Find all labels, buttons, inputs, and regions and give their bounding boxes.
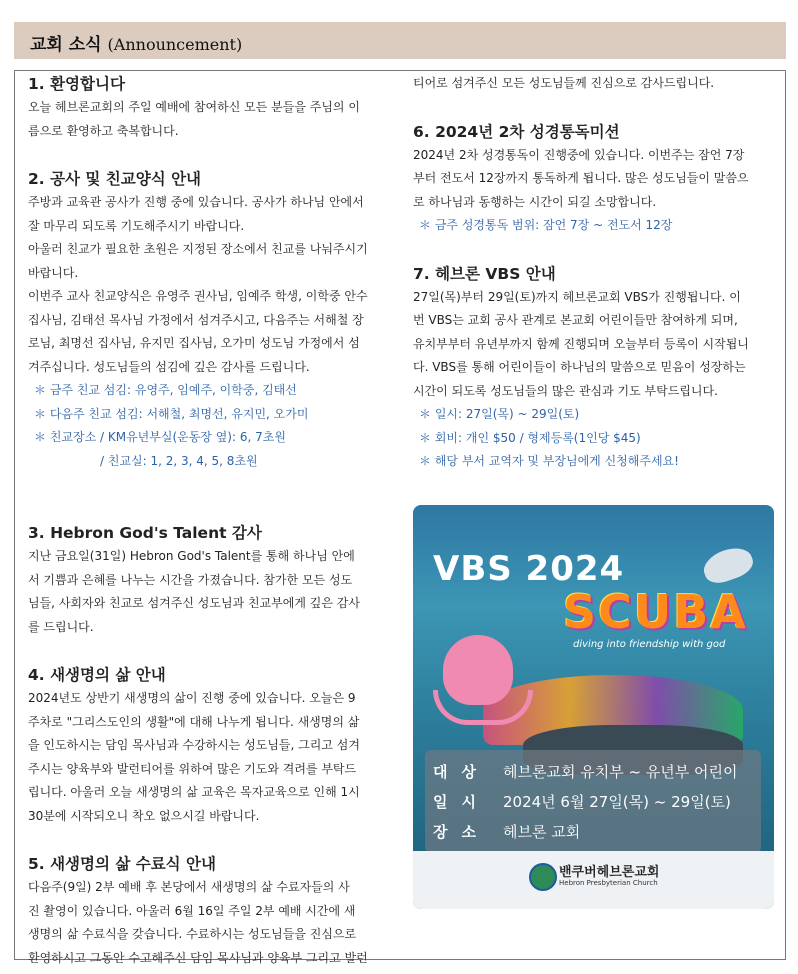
text-line: 서 기쁨과 은혜를 나누는 시간을 가졌습니다. 참가한 모든 성도: [28, 572, 353, 587]
text-line: 부터 전도서 12장까지 통독하게 됩니다. 많은 성도님들이 말씀으: [413, 171, 749, 185]
bullet-item: ＊ 친교장소 / KM유년부실(운동장 옆): 6, 7초원: [34, 430, 286, 444]
info-key: 대상: [433, 763, 490, 781]
text-line: 30분에 시작되오니 착오 없으시길 바랍니다.: [28, 808, 260, 823]
info-row-place: [433, 821, 580, 842]
info-row-target: [433, 761, 738, 782]
text-line: 진 촬영이 있습니다. 아울러 6월 16일 주일 2부 예배 시간에 새: [28, 903, 356, 918]
bullet-item: ＊ 회비: 개인 $50 / 형제등록(1인당 $45): [419, 430, 641, 445]
church-name-english: Hebron Presbyterian Church: [559, 879, 658, 887]
scuba-logo: SCUBA: [563, 585, 748, 639]
info-value: 헤브론교회 유치부 ~ 유년부 어린이: [503, 763, 738, 781]
text-line: 를 드립니다.: [28, 619, 94, 634]
title-korean: 교회 소식: [30, 35, 102, 55]
text-line: 티어로 섬겨주신 모든 성도님들께 진심으로 감사드립니다.: [413, 76, 715, 90]
s7-body: [413, 286, 777, 474]
text-line: 다음주(9일) 2부 예배 후 본당에서 새생명의 삶 수료자들의 사: [28, 880, 350, 894]
text-line: 아울러 친교가 필요한 초원은 지정된 장소에서 친교를 나눠주시기: [28, 242, 368, 256]
s5-heading: 5. 새생명의 삶 수료식 안내: [28, 855, 216, 873]
text-line: 바랍니다.: [28, 265, 79, 280]
text-line: 지난 금요일(31일) Hebron God's Talent를 통해 하나님 안에: [28, 549, 355, 563]
poster-title: VBS 2024: [433, 549, 625, 589]
s6-body: [413, 144, 777, 238]
text-line: 2024년 2차 성경통독이 진행중에 있습니다. 이번주는 잠언 7장: [413, 147, 745, 162]
section-header: [14, 22, 786, 59]
text-line: 잘 마무리 되도록 기도해주시기 바랍니다.: [28, 218, 245, 233]
s7-heading: 7. 헤브론 VBS 안내: [413, 264, 556, 283]
bullet-item: ＊ 해당 부서 교역자 및 부장님에게 신청해주세요!: [419, 454, 679, 468]
text-line: 로님, 최명선 집사님, 유지민 집사님, 오가미 성도님 가정에서 섬: [28, 336, 360, 350]
text-line: 시간이 되도록 성도님들의 많은 관심과 기도 부탁드립니다.: [413, 383, 718, 398]
info-value: 2024년 6월 27일(목) ~ 29일(토): [503, 793, 731, 811]
text-line: 주차로 "그리스도인의 생활"에 대해 나누게 됩니다. 새생명의 삶: [28, 714, 360, 729]
s5-continued: [413, 72, 777, 96]
s1-body: [28, 96, 396, 143]
text-line: 유치부부터 유년부까지 함께 진행되며 오늘부터 등록이 시작됩니: [413, 336, 749, 351]
church-logo-icon: [529, 863, 557, 891]
text-line: 2024년도 상반기 새생명의 삶이 진행 중에 있습니다. 오늘은 9: [28, 691, 356, 705]
s2-heading: 2. 공사 및 친교양식 안내: [28, 170, 202, 188]
s1-heading: 1. 환영합니다: [28, 75, 125, 93]
s6-heading: 6. 2024년 2차 성경통독미션: [413, 122, 620, 141]
text-line: 로 하나님과 동행하는 시간이 되길 소망합니다.: [413, 194, 657, 209]
text-line: 생명의 삶 수료식을 갖습니다. 수료하시는 성도님들을 진심으로: [28, 927, 357, 941]
s4-heading: 4. 새생명의 삶 안내: [28, 666, 166, 684]
bullet-item: ＊ 금주 친교 섬김: 유영주, 임예주, 이학중, 김태선: [34, 383, 297, 397]
right-column: [413, 72, 777, 474]
bullet-item: ＊ 금주 성경통독 범위: 잠언 7장 ~ 전도서 12장: [419, 218, 673, 232]
text-line: 님들, 사회자와 친교로 섬겨주신 성도님과 친교부에게 깊은 감사: [28, 596, 360, 610]
info-key: 일시: [433, 793, 490, 811]
title-english: (Announcement): [107, 35, 243, 54]
s2-body: [28, 191, 396, 473]
s3-body: [28, 545, 396, 639]
vbs-poster: [413, 505, 774, 909]
church-name: 밴쿠버헤브론교회: [559, 865, 660, 880]
text-line: 주시는 양육부와 발런티어를 위하여 많은 기도와 격려를 부탁드: [28, 761, 357, 776]
bullet-item: ＊ 일시: 27일(목) ~ 29일(토): [419, 407, 580, 421]
shark-illustration: [699, 542, 756, 587]
text-line: 이번주 교사 친교양식은 유영주 권사님, 임예주 학생, 이학중 안수: [28, 289, 368, 303]
s4-body: [28, 687, 396, 828]
bullet-item: ＊ 다음주 친교 섬김: 서해철, 최명선, 유지민, 오가미: [34, 406, 309, 421]
text-line: 립니다. 아울러 오늘 새생명의 삶 교육은 목자교육으로 인해 1시: [28, 785, 360, 799]
text-line: 집사님, 김태선 목사님 가정에서 섬겨주시고, 다음주는 서해철 장: [28, 312, 364, 327]
info-value: 헤브론 교회: [503, 823, 581, 841]
text-line: 환영하시고 그동안 수고해주신 담임 목사님과 양육부 그리고 발런: [28, 950, 368, 965]
text-line: 름으로 환영하고 축복합니다.: [28, 123, 179, 138]
text-line: 겨주십니다. 성도님들의 섬김에 깊은 감사를 드립니다.: [28, 359, 310, 374]
text-line: 다. VBS를 통해 어린이들이 하나님의 말씀으로 믿음이 성장하는: [413, 360, 746, 374]
section-title: [30, 30, 242, 55]
text-line: 오늘 헤브론교회의 주일 예배에 참여하신 모든 분들을 주님의 이: [28, 100, 360, 114]
bullet-item: / 친교실: 1, 2, 3, 4, 5, 8초원: [100, 453, 258, 468]
info-row-date: [433, 791, 731, 812]
text-line: 주방과 교육관 공사가 진행 중에 있습니다. 공사가 하나님 안에서: [28, 195, 364, 209]
left-column: [28, 72, 396, 970]
text-line: 을 인도하시는 담임 목사님과 수강하시는 성도님들, 그리고 섬겨: [28, 738, 360, 752]
info-key: 장소: [433, 823, 490, 841]
octopus-illustration: [443, 635, 513, 705]
text-line: 번 VBS는 교회 공사 관계로 본교회 어린이들만 참여하게 되며,: [413, 313, 738, 327]
s5-body: [28, 876, 396, 970]
s3-heading: 3. Hebron God's Talent 감사: [28, 524, 262, 542]
text-line: 27일(목)부터 29일(토)까지 헤브론교회 VBS가 진행됩니다. 이: [413, 289, 741, 304]
poster-tagline: diving into friendship with god: [573, 639, 726, 650]
